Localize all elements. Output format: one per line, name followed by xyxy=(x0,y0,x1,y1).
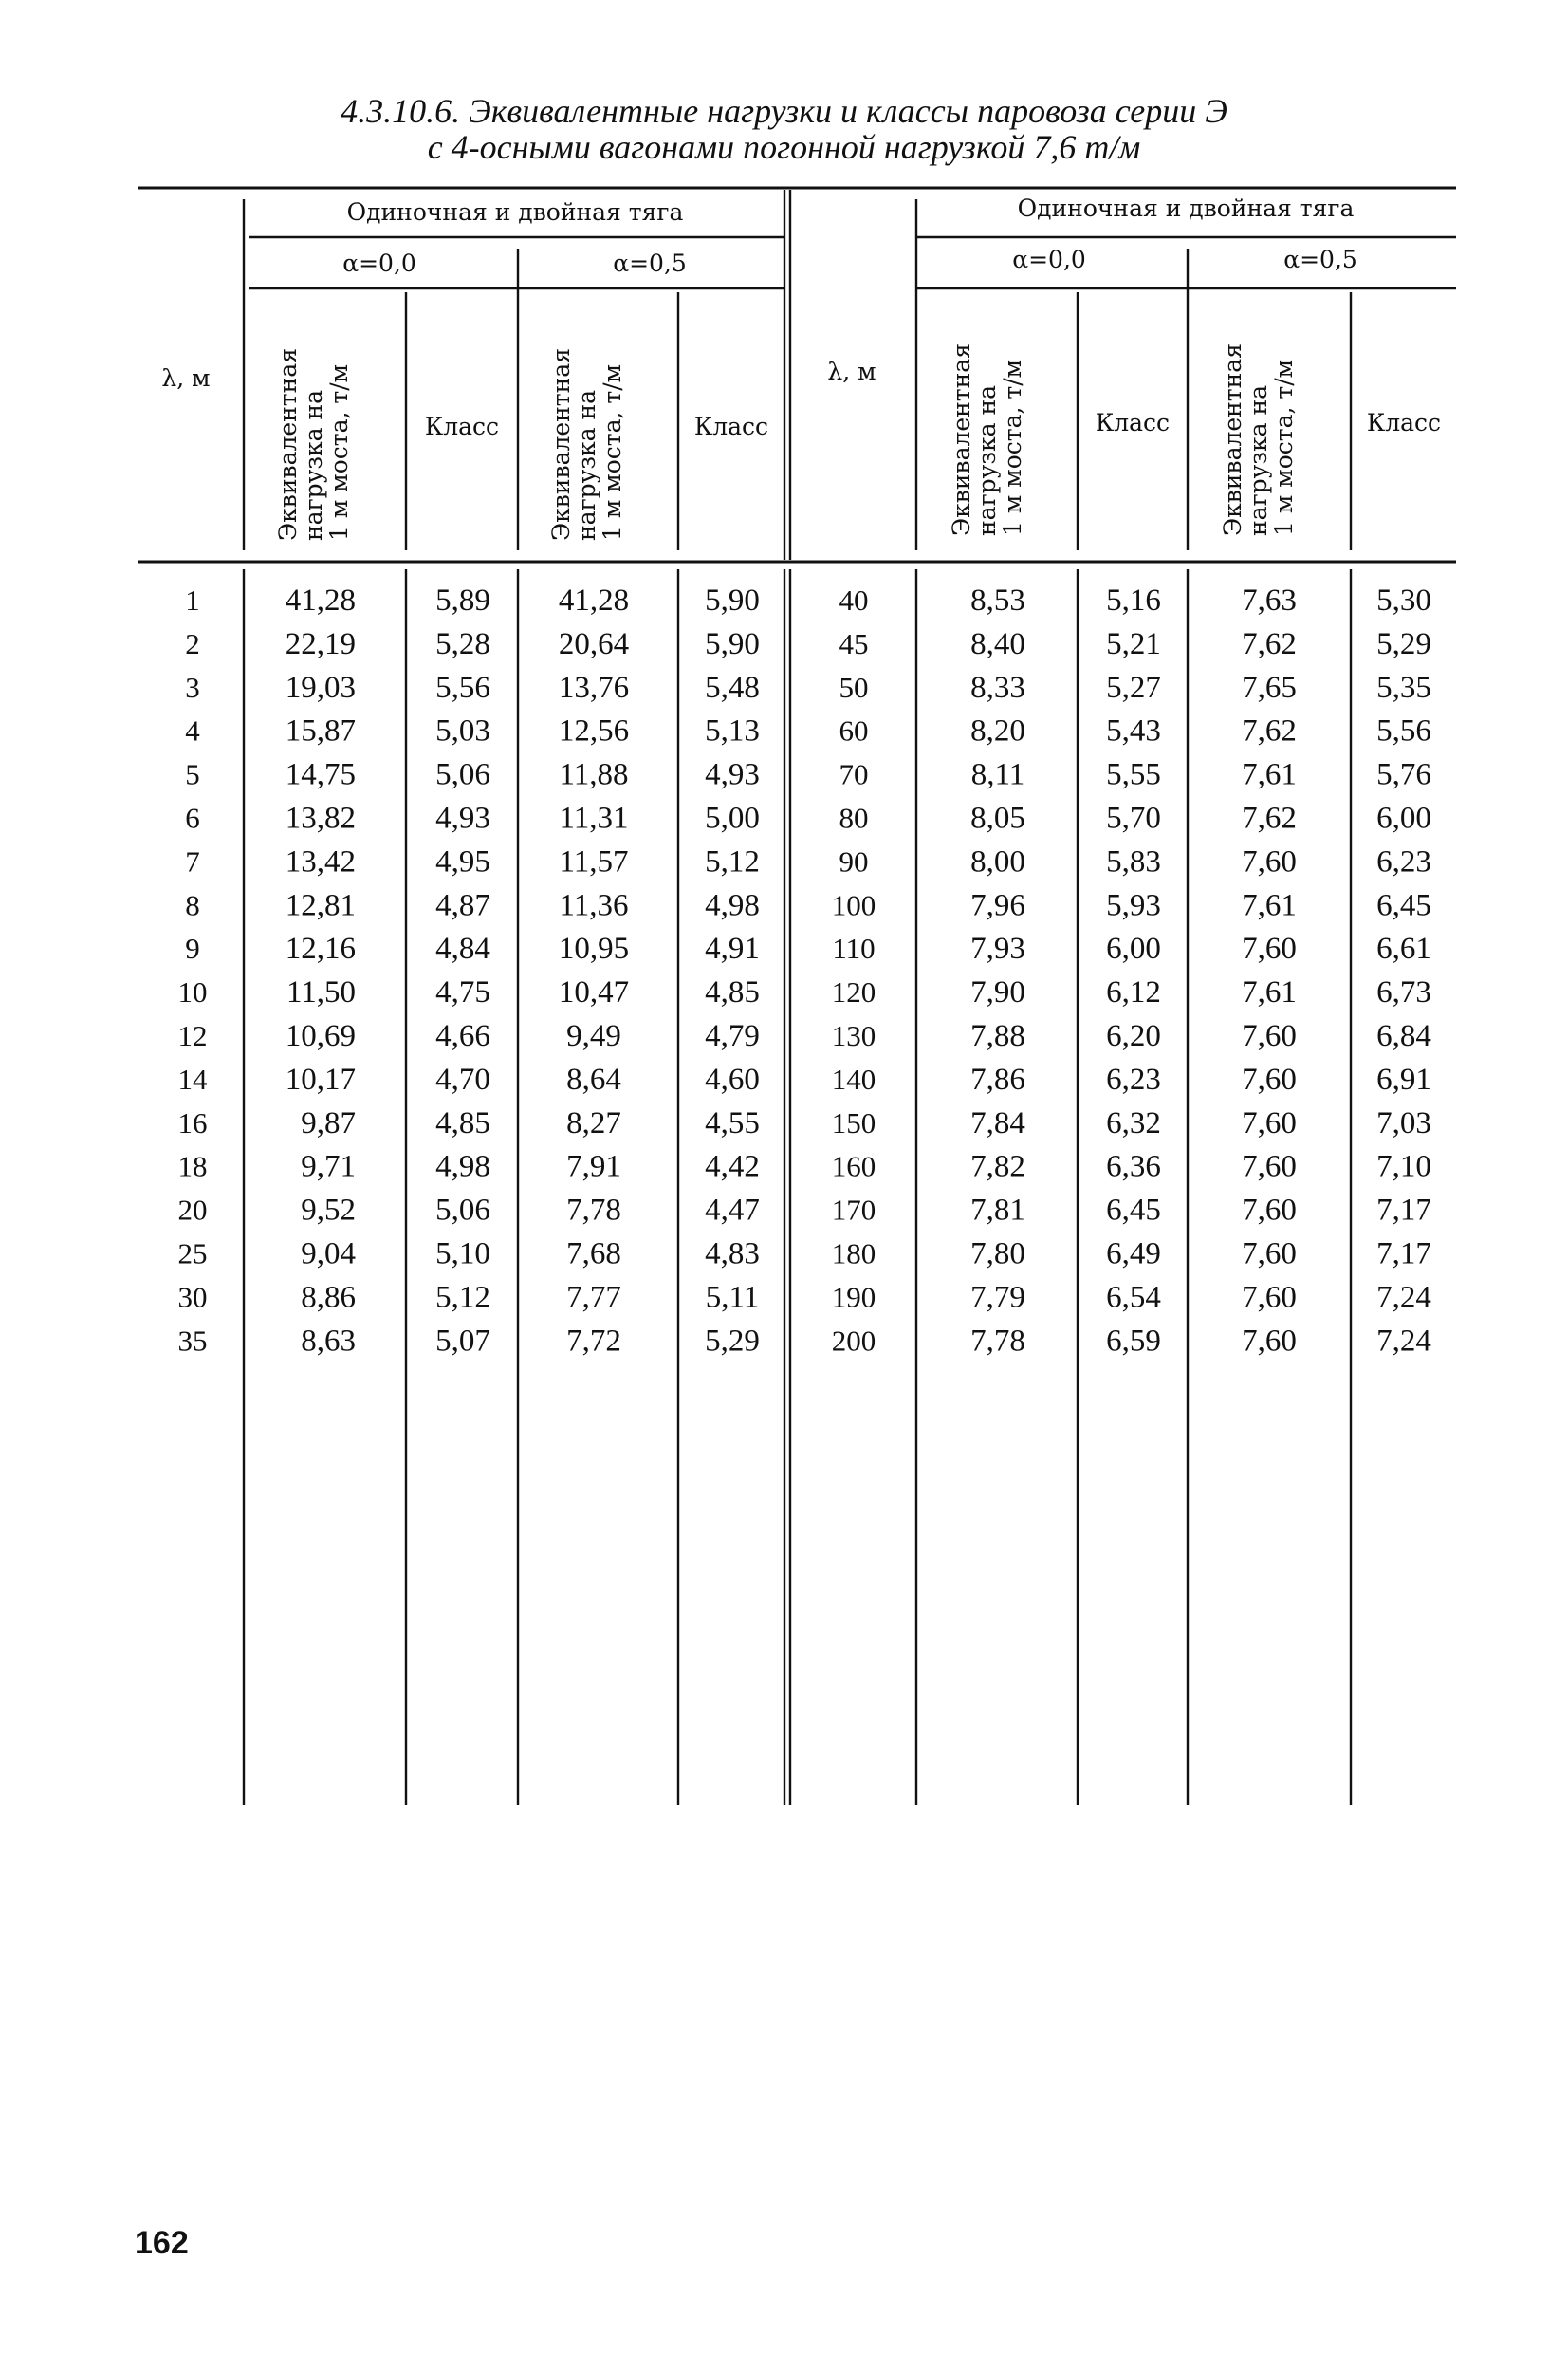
right-lambda-cell: 90 xyxy=(839,844,869,879)
header-load-left-b-line3: 1 м моста, т/м xyxy=(599,363,626,541)
left-load-a05-cell: 11,31 xyxy=(559,801,629,836)
page-number: 162 xyxy=(135,2225,189,2261)
header-lambda-right: λ, м xyxy=(827,358,876,385)
right-load-a0-cell: 7,90 xyxy=(970,975,1025,1010)
right-class-a05-cell: 5,30 xyxy=(1376,584,1431,618)
left-load-a05-cell: 11,88 xyxy=(559,757,629,792)
right-class-a05-cell: 7,17 xyxy=(1376,1236,1431,1271)
header-load-right-a-line3: 1 м моста, т/м xyxy=(999,359,1026,536)
right-class-a0-cell: 6,20 xyxy=(1106,1019,1161,1053)
right-load-a05-cell: 7,60 xyxy=(1242,1019,1297,1053)
right-class-a0-cell: 6,59 xyxy=(1106,1324,1161,1359)
header-class-left-a: Класс xyxy=(424,413,500,440)
left-class-a0-cell: 4,85 xyxy=(435,1105,490,1140)
right-load-a0-cell: 7,80 xyxy=(970,1236,1025,1271)
right-load-a05-cell: 7,60 xyxy=(1242,1280,1297,1315)
right-class-a05-cell: 6,84 xyxy=(1376,1019,1431,1053)
right-lambda-cell: 130 xyxy=(831,1019,876,1052)
left-load-a05-cell: 13,76 xyxy=(558,670,630,705)
right-class-a0-cell: 6,49 xyxy=(1106,1236,1161,1271)
right-load-a05-cell: 7,60 xyxy=(1242,1193,1297,1228)
left-load-a0-cell: 13,82 xyxy=(285,801,356,836)
left-load-a0-cell: 11,50 xyxy=(286,975,356,1010)
left-class-a0-cell: 5,10 xyxy=(435,1236,490,1271)
header-lambda-left: λ, м xyxy=(161,364,211,392)
right-class-a05-cell: 5,29 xyxy=(1376,626,1431,661)
right-lambda-cell: 110 xyxy=(832,932,876,966)
header-load-left-a-line1: Эквивалентная xyxy=(274,348,302,541)
header-class-left-b: Класс xyxy=(693,413,769,440)
left-class-a05-cell: 4,79 xyxy=(705,1019,760,1053)
right-load-a05-cell: 7,61 xyxy=(1242,757,1297,792)
left-class-a05-cell: 4,55 xyxy=(705,1105,760,1140)
header-traction-left: Одиночная и двойная тяга xyxy=(346,198,684,226)
left-lambda-cell: 18 xyxy=(177,1149,208,1183)
right-load-a0-cell: 7,82 xyxy=(970,1149,1025,1184)
right-load-a0-cell: 8,53 xyxy=(970,584,1025,618)
right-class-a05-cell: 6,45 xyxy=(1376,888,1431,923)
right-lambda-cell: 200 xyxy=(831,1324,876,1358)
left-lambda-cell: 5 xyxy=(185,757,200,791)
right-load-a05-cell: 7,60 xyxy=(1242,1149,1297,1184)
right-class-a0-cell: 5,55 xyxy=(1106,757,1161,792)
right-class-a0-cell: 6,12 xyxy=(1106,975,1161,1010)
right-class-a0-cell: 5,70 xyxy=(1106,801,1161,836)
left-class-a0-cell: 4,93 xyxy=(435,801,490,836)
right-load-a05-cell: 7,61 xyxy=(1242,888,1297,923)
right-class-a0-cell: 6,00 xyxy=(1106,932,1161,967)
left-class-a0-cell: 5,06 xyxy=(435,1193,490,1228)
left-class-a05-cell: 4,60 xyxy=(705,1062,760,1097)
left-load-a05-cell: 10,47 xyxy=(558,975,630,1010)
left-load-a0-cell: 13,42 xyxy=(285,844,356,880)
right-load-a05-cell: 7,60 xyxy=(1242,932,1297,967)
left-class-a05-cell: 5,48 xyxy=(705,670,760,705)
right-load-a0-cell: 8,05 xyxy=(970,801,1025,836)
right-class-a05-cell: 7,24 xyxy=(1376,1324,1431,1359)
left-load-a0-cell: 9,71 xyxy=(301,1149,356,1184)
left-load-a0-cell: 9,52 xyxy=(301,1193,356,1228)
header-alpha0-right: α=0,0 xyxy=(1012,246,1086,273)
left-lambda-cell: 14 xyxy=(177,1062,208,1096)
left-class-a0-cell: 4,75 xyxy=(435,975,490,1010)
left-load-a0-cell: 41,28 xyxy=(285,584,356,618)
left-load-a0-cell: 8,86 xyxy=(301,1280,356,1315)
left-load-a05-cell: 8,27 xyxy=(566,1105,621,1140)
left-lambda-cell: 6 xyxy=(185,801,200,835)
left-lambda-cell: 7 xyxy=(185,844,200,879)
left-load-a05-cell: 7,78 xyxy=(566,1193,621,1228)
left-class-a0-cell: 4,87 xyxy=(435,888,490,923)
right-class-a05-cell: 7,10 xyxy=(1376,1149,1431,1184)
left-load-a05-cell: 11,57 xyxy=(559,844,629,880)
left-class-a05-cell: 5,90 xyxy=(705,584,760,618)
right-class-a05-cell: 7,03 xyxy=(1376,1105,1431,1140)
right-load-a05-cell: 7,62 xyxy=(1242,801,1297,836)
header-load-right-b-line3: 1 м моста, т/м xyxy=(1270,359,1298,536)
left-class-a0-cell: 4,84 xyxy=(435,932,490,967)
left-load-a05-cell: 10,95 xyxy=(558,932,630,967)
right-class-a0-cell: 5,43 xyxy=(1106,714,1161,749)
table-title-line-2: с 4-осными вагонами погонной нагрузкой 7,6 т/м xyxy=(427,128,1141,166)
right-lambda-cell: 180 xyxy=(831,1236,876,1270)
right-class-a0-cell: 6,23 xyxy=(1106,1062,1161,1097)
left-load-a0-cell: 22,19 xyxy=(285,626,356,661)
left-load-a0-cell: 12,16 xyxy=(285,932,356,967)
table-title-line-1: 4.3.10.6. Эквивалентные нагрузки и классы паровоза серии Э xyxy=(341,92,1227,130)
right-class-a05-cell: 6,61 xyxy=(1376,932,1431,967)
left-lambda-cell: 8 xyxy=(185,888,200,922)
right-load-a0-cell: 8,33 xyxy=(970,670,1025,705)
header-load-left-b-line2: нагрузка на xyxy=(573,389,600,541)
left-class-a0-cell: 5,12 xyxy=(435,1280,490,1315)
right-load-a05-cell: 7,62 xyxy=(1242,626,1297,661)
header-load-right-a-line2: нагрузка на xyxy=(973,384,1001,536)
right-class-a05-cell: 5,56 xyxy=(1376,714,1431,749)
left-load-a05-cell: 12,56 xyxy=(558,714,630,749)
right-class-a0-cell: 6,32 xyxy=(1106,1105,1161,1140)
left-class-a05-cell: 4,42 xyxy=(705,1149,760,1184)
left-class-a05-cell: 5,11 xyxy=(705,1280,760,1315)
right-load-a0-cell: 7,84 xyxy=(970,1105,1025,1140)
left-class-a05-cell: 4,93 xyxy=(705,757,760,792)
header-traction-right: Одиночная и двойная тяга xyxy=(1017,195,1355,222)
left-class-a0-cell: 4,66 xyxy=(435,1019,490,1053)
right-load-a0-cell: 7,96 xyxy=(970,888,1025,923)
header-alpha0-left: α=0,0 xyxy=(342,250,416,277)
left-class-a05-cell: 4,85 xyxy=(705,975,760,1010)
left-class-a0-cell: 5,03 xyxy=(435,714,490,749)
left-lambda-cell: 16 xyxy=(177,1105,208,1140)
left-class-a0-cell: 4,95 xyxy=(435,844,490,880)
header-load-left-a-line2: нагрузка на xyxy=(300,389,327,541)
right-lambda-cell: 100 xyxy=(831,888,876,922)
left-class-a0-cell: 5,56 xyxy=(435,670,490,705)
right-lambda-cell: 140 xyxy=(831,1062,876,1096)
left-load-a0-cell: 10,69 xyxy=(285,1019,356,1053)
left-load-a05-cell: 7,72 xyxy=(566,1324,621,1359)
left-load-a05-cell: 41,28 xyxy=(558,584,630,618)
right-load-a0-cell: 7,93 xyxy=(970,932,1025,967)
right-class-a05-cell: 5,76 xyxy=(1376,757,1431,792)
right-load-a0-cell: 8,20 xyxy=(970,714,1025,749)
left-class-a05-cell: 5,90 xyxy=(705,626,760,661)
left-load-a05-cell: 11,36 xyxy=(559,888,629,923)
right-class-a0-cell: 6,36 xyxy=(1106,1149,1161,1184)
right-class-a05-cell: 6,73 xyxy=(1376,975,1431,1010)
left-class-a0-cell: 5,89 xyxy=(435,584,490,618)
left-load-a05-cell: 8,64 xyxy=(566,1062,621,1097)
right-lambda-cell: 160 xyxy=(831,1149,876,1183)
right-load-a05-cell: 7,60 xyxy=(1242,1324,1297,1359)
right-load-a05-cell: 7,60 xyxy=(1242,1236,1297,1271)
left-class-a05-cell: 4,98 xyxy=(705,888,760,923)
left-class-a05-cell: 5,12 xyxy=(705,844,760,880)
header-load-left-a-line3: 1 м моста, т/м xyxy=(325,363,353,541)
left-lambda-cell: 12 xyxy=(177,1019,208,1052)
right-load-a0-cell: 7,88 xyxy=(970,1019,1025,1053)
left-load-a0-cell: 8,63 xyxy=(301,1324,356,1359)
right-load-a05-cell: 7,63 xyxy=(1242,584,1297,618)
left-lambda-cell: 30 xyxy=(177,1280,208,1314)
right-class-a0-cell: 5,83 xyxy=(1106,844,1161,880)
table-body-right xyxy=(832,584,1431,1358)
left-lambda-cell: 4 xyxy=(185,714,200,748)
left-load-a0-cell: 9,87 xyxy=(301,1105,356,1140)
right-class-a0-cell: 5,16 xyxy=(1106,584,1161,618)
right-class-a05-cell: 7,17 xyxy=(1376,1193,1431,1228)
left-lambda-cell: 2 xyxy=(185,626,200,660)
right-load-a0-cell: 7,86 xyxy=(970,1062,1025,1097)
left-load-a05-cell: 7,68 xyxy=(566,1236,621,1271)
right-lambda-cell: 150 xyxy=(831,1105,876,1140)
left-lambda-cell: 20 xyxy=(177,1193,208,1227)
header-load-right-b-line2: нагрузка на xyxy=(1245,384,1272,536)
left-load-a0-cell: 10,17 xyxy=(285,1062,356,1097)
right-class-a0-cell: 6,45 xyxy=(1106,1193,1161,1228)
left-load-a0-cell: 14,75 xyxy=(285,757,356,792)
left-load-a05-cell: 20,64 xyxy=(558,626,630,661)
left-load-a05-cell: 7,77 xyxy=(566,1280,621,1315)
left-load-a05-cell: 7,91 xyxy=(566,1149,621,1184)
header-class-right-b: Класс xyxy=(1366,409,1442,436)
right-load-a05-cell: 7,60 xyxy=(1242,844,1297,880)
right-lambda-cell: 170 xyxy=(831,1193,876,1227)
header-load-right-a-line1: Эквивалентная xyxy=(948,343,975,536)
right-load-a0-cell: 7,78 xyxy=(970,1324,1025,1359)
header-class-right-a: Класс xyxy=(1095,409,1171,436)
left-class-a05-cell: 4,47 xyxy=(705,1193,760,1228)
right-class-a0-cell: 5,93 xyxy=(1106,888,1161,923)
left-lambda-cell: 25 xyxy=(177,1236,208,1270)
right-class-a05-cell: 6,00 xyxy=(1376,801,1431,836)
right-load-a0-cell: 7,81 xyxy=(970,1193,1025,1228)
left-class-a05-cell: 5,00 xyxy=(705,801,760,836)
left-lambda-cell: 9 xyxy=(185,932,200,966)
header-load-right-b-line1: Эквивалентная xyxy=(1219,343,1246,536)
left-class-a0-cell: 5,06 xyxy=(435,757,490,792)
left-class-a05-cell: 5,13 xyxy=(705,714,760,749)
left-lambda-cell: 35 xyxy=(177,1324,208,1358)
right-load-a05-cell: 7,62 xyxy=(1242,714,1297,749)
left-load-a0-cell: 19,03 xyxy=(285,670,356,705)
left-class-a05-cell: 5,29 xyxy=(705,1324,760,1359)
right-lambda-cell: 60 xyxy=(839,714,869,748)
left-lambda-cell: 1 xyxy=(185,584,200,617)
right-lambda-cell: 45 xyxy=(839,626,869,660)
left-load-a05-cell: 9,49 xyxy=(566,1019,621,1053)
table-body-left xyxy=(178,584,760,1358)
header-alpha05-right: α=0,5 xyxy=(1283,246,1357,273)
right-load-a05-cell: 7,60 xyxy=(1242,1062,1297,1097)
right-load-a0-cell: 8,40 xyxy=(970,626,1025,661)
left-class-a05-cell: 4,91 xyxy=(705,932,760,967)
left-lambda-cell: 10 xyxy=(177,975,208,1010)
left-load-a0-cell: 12,81 xyxy=(285,888,356,923)
right-lambda-cell: 120 xyxy=(831,975,876,1010)
right-load-a0-cell: 8,11 xyxy=(970,757,1025,792)
right-class-a0-cell: 5,21 xyxy=(1106,626,1161,661)
right-load-a05-cell: 7,61 xyxy=(1242,975,1297,1010)
left-class-a05-cell: 4,83 xyxy=(705,1236,760,1271)
left-class-a0-cell: 4,98 xyxy=(435,1149,490,1184)
right-lambda-cell: 190 xyxy=(831,1280,876,1314)
right-load-a05-cell: 7,65 xyxy=(1242,670,1297,705)
left-lambda-cell: 3 xyxy=(185,670,200,704)
left-load-a0-cell: 9,04 xyxy=(301,1236,356,1271)
right-load-a05-cell: 7,60 xyxy=(1242,1105,1297,1140)
right-load-a0-cell: 7,79 xyxy=(970,1280,1025,1315)
right-class-a05-cell: 5,35 xyxy=(1376,670,1431,705)
right-load-a0-cell: 8,00 xyxy=(970,844,1025,880)
right-lambda-cell: 50 xyxy=(839,670,869,704)
left-load-a0-cell: 15,87 xyxy=(285,714,356,749)
left-class-a0-cell: 4,70 xyxy=(435,1062,490,1097)
right-class-a0-cell: 5,27 xyxy=(1106,670,1161,705)
right-class-a05-cell: 7,24 xyxy=(1376,1280,1431,1315)
right-class-a05-cell: 6,23 xyxy=(1376,844,1431,880)
header-load-left-b-line1: Эквивалентная xyxy=(547,348,575,541)
left-class-a0-cell: 5,28 xyxy=(435,626,490,661)
right-class-a0-cell: 6,54 xyxy=(1106,1280,1161,1315)
right-lambda-cell: 70 xyxy=(839,757,869,791)
right-lambda-cell: 40 xyxy=(839,584,869,617)
right-lambda-cell: 80 xyxy=(839,801,869,835)
header-alpha05-left: α=0,5 xyxy=(613,250,687,277)
right-class-a05-cell: 6,91 xyxy=(1376,1062,1431,1097)
left-class-a0-cell: 5,07 xyxy=(435,1324,490,1359)
